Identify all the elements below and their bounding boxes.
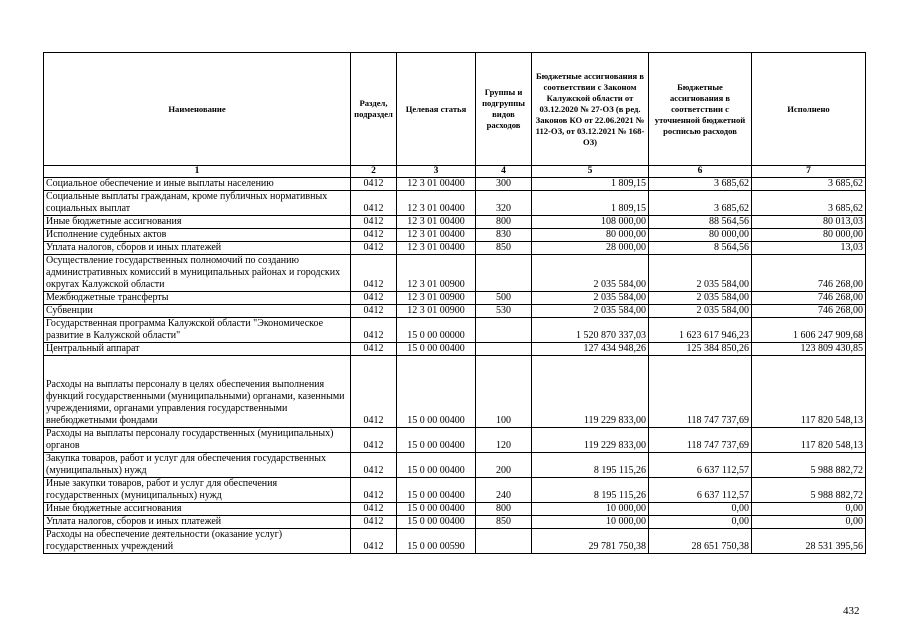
row-name: Иные бюджетные ассигнования: [44, 216, 351, 229]
row-law-amount: 119 229 833,00: [532, 428, 649, 453]
row-section: 0412: [351, 178, 397, 191]
row-name: Государственная программа Калужской области "Экономическое развитие в Калужской области": [44, 318, 351, 343]
row-law-amount: 8 195 115,26: [532, 453, 649, 478]
header-group: Группы и подгруппы видов расходов: [476, 53, 532, 166]
page-number: 432: [843, 605, 860, 617]
row-law-amount: 28 000,00: [532, 242, 649, 255]
row-section: 0412: [351, 216, 397, 229]
row-executed-amount: 117 820 548,13: [752, 428, 866, 453]
table-row: [44, 216, 866, 229]
row-article: 15 0 00 00400: [397, 453, 476, 478]
table-row: [44, 428, 866, 453]
row-law-amount: 10 000,00: [532, 516, 649, 529]
row-name: Уплата налогов, сборов и иных платежей: [44, 516, 351, 529]
table-header-row: [44, 53, 866, 166]
row-group: 530: [476, 305, 532, 318]
row-name: Субвенции: [44, 305, 351, 318]
row-article: 12 3 01 00400: [397, 229, 476, 242]
row-law-amount: 2 035 584,00: [532, 305, 649, 318]
column-number: 7: [752, 166, 866, 178]
row-executed-amount: 746 268,00: [752, 305, 866, 318]
table-row: [44, 516, 866, 529]
row-article: 12 3 01 00400: [397, 216, 476, 229]
row-group: 850: [476, 242, 532, 255]
budget-table-container: [43, 52, 865, 554]
row-executed-amount: 0,00: [752, 503, 866, 516]
row-group: 200: [476, 453, 532, 478]
row-section: 0412: [351, 529, 397, 554]
table-body: [44, 178, 866, 554]
row-group: [476, 343, 532, 356]
row-law-amount: 2 035 584,00: [532, 255, 649, 292]
row-executed-amount: 117 820 548,13: [752, 356, 866, 428]
table-row: [44, 242, 866, 255]
row-group: [476, 318, 532, 343]
row-plan-amount: 2 035 584,00: [649, 292, 752, 305]
row-article: 12 3 01 00900: [397, 255, 476, 292]
row-plan-amount: 3 685,62: [649, 178, 752, 191]
row-law-amount: 1 809,15: [532, 178, 649, 191]
row-group: 100: [476, 356, 532, 428]
row-law-amount: 10 000,00: [532, 503, 649, 516]
row-group: 800: [476, 216, 532, 229]
row-section: 0412: [351, 516, 397, 529]
row-group: [476, 255, 532, 292]
row-section: 0412: [351, 292, 397, 305]
row-executed-amount: 13,03: [752, 242, 866, 255]
row-name: Уплата налогов, сборов и иных платежей: [44, 242, 351, 255]
row-article: 12 3 01 00400: [397, 191, 476, 216]
column-number: 1: [44, 166, 351, 178]
row-plan-amount: 2 035 584,00: [649, 255, 752, 292]
row-section: 0412: [351, 343, 397, 356]
row-section: 0412: [351, 356, 397, 428]
row-name: Социальные выплаты гражданам, кроме публичных нормативных социальных выплат: [44, 191, 351, 216]
row-law-amount: 119 229 833,00: [532, 356, 649, 428]
row-plan-amount: 1 623 617 946,23: [649, 318, 752, 343]
column-number: 2: [351, 166, 397, 178]
row-section: 0412: [351, 191, 397, 216]
row-law-amount: 29 781 750,38: [532, 529, 649, 554]
row-article: 15 0 00 00400: [397, 516, 476, 529]
row-executed-amount: 80 013,03: [752, 216, 866, 229]
row-plan-amount: 3 685,62: [649, 191, 752, 216]
row-plan-amount: 0,00: [649, 516, 752, 529]
row-name: Межбюджетные трансферты: [44, 292, 351, 305]
row-plan-amount: 6 637 112,57: [649, 453, 752, 478]
column-number: 3: [397, 166, 476, 178]
table-row: [44, 478, 866, 503]
table-row: [44, 318, 866, 343]
row-plan-amount: 0,00: [649, 503, 752, 516]
row-plan-amount: 6 637 112,57: [649, 478, 752, 503]
row-article: 15 0 00 00590: [397, 529, 476, 554]
table-row: [44, 191, 866, 216]
row-plan-amount: 125 384 850,26: [649, 343, 752, 356]
row-name: Исполнение судебных актов: [44, 229, 351, 242]
row-article: 15 0 00 00400: [397, 503, 476, 516]
column-number: 5: [532, 166, 649, 178]
table-row: [44, 529, 866, 554]
table-row: [44, 178, 866, 191]
row-plan-amount: 118 747 737,69: [649, 356, 752, 428]
row-law-amount: 80 000,00: [532, 229, 649, 242]
row-group: [476, 529, 532, 554]
row-group: 800: [476, 503, 532, 516]
row-law-amount: 1 809,15: [532, 191, 649, 216]
budget-table: [43, 52, 866, 554]
row-section: 0412: [351, 305, 397, 318]
row-section: 0412: [351, 255, 397, 292]
row-name: Закупка товаров, работ и услуг для обеспечения государственных (муниципальных) нужд: [44, 453, 351, 478]
row-group: 300: [476, 178, 532, 191]
row-article: 12 3 01 00900: [397, 305, 476, 318]
table-row: [44, 356, 866, 428]
row-law-amount: 8 195 115,26: [532, 478, 649, 503]
header-section: Раздел, подраздел: [351, 53, 397, 166]
header-name: Наименование: [44, 53, 351, 166]
table-row: [44, 503, 866, 516]
row-law-amount: 2 035 584,00: [532, 292, 649, 305]
row-name: Осуществление государственных полномочий по созданию административных комиссий в муниципальных районах и городских округах Калужской области: [44, 255, 351, 292]
row-article: 12 3 01 00900: [397, 292, 476, 305]
row-law-amount: 127 434 948,26: [532, 343, 649, 356]
row-executed-amount: 5 988 882,72: [752, 478, 866, 503]
header-law-allocations: Бюджетные ассигнования в соответствии с Законом Калужской области от 03.12.2020 № 27-ОЗ (в ред. Законов КО от 22.06.2021 № 112-ОЗ, от 03.12.2021 № 168-ОЗ): [532, 53, 649, 166]
row-article: 12 3 01 00400: [397, 178, 476, 191]
row-executed-amount: 0,00: [752, 516, 866, 529]
header-plan-allocations: Бюджетные ассигнования в соответствии с уточненной бюджетной росписью расходов: [649, 53, 752, 166]
row-executed-amount: 746 268,00: [752, 255, 866, 292]
row-article: 15 0 00 00400: [397, 343, 476, 356]
row-executed-amount: 28 531 395,56: [752, 529, 866, 554]
row-section: 0412: [351, 229, 397, 242]
row-name: Иные бюджетные ассигнования: [44, 503, 351, 516]
row-name: Центральный аппарат: [44, 343, 351, 356]
row-executed-amount: 3 685,62: [752, 191, 866, 216]
row-article: 15 0 00 00400: [397, 356, 476, 428]
row-group: 850: [476, 516, 532, 529]
row-group: 240: [476, 478, 532, 503]
row-group: 320: [476, 191, 532, 216]
row-group: 830: [476, 229, 532, 242]
row-section: 0412: [351, 428, 397, 453]
table-row: [44, 343, 866, 356]
row-name: Иные закупки товаров, работ и услуг для обеспечения государственных (муниципальных) нужд: [44, 478, 351, 503]
column-number: 6: [649, 166, 752, 178]
row-article: 15 0 00 00400: [397, 428, 476, 453]
row-plan-amount: 88 564,56: [649, 216, 752, 229]
row-law-amount: 108 000,00: [532, 216, 649, 229]
row-executed-amount: 5 988 882,72: [752, 453, 866, 478]
row-name: Расходы на выплаты персоналу в целях обеспечения выполнения функций государственными (муниципальными) органами, казенными учреждениями, органами управления государственными внебюджетными фондами: [44, 356, 351, 428]
table-row: [44, 453, 866, 478]
row-section: 0412: [351, 478, 397, 503]
row-executed-amount: 80 000,00: [752, 229, 866, 242]
row-plan-amount: 2 035 584,00: [649, 305, 752, 318]
row-article: 12 3 01 00400: [397, 242, 476, 255]
row-group: 500: [476, 292, 532, 305]
table-row: [44, 305, 866, 318]
row-executed-amount: 1 606 247 909,68: [752, 318, 866, 343]
row-name: Социальное обеспечение и иные выплаты населению: [44, 178, 351, 191]
row-article: 15 0 00 00400: [397, 478, 476, 503]
column-number-row: [44, 166, 866, 178]
row-group: 120: [476, 428, 532, 453]
row-executed-amount: 3 685,62: [752, 178, 866, 191]
row-section: 0412: [351, 503, 397, 516]
row-plan-amount: 28 651 750,38: [649, 529, 752, 554]
row-name: Расходы на выплаты персоналу государственных (муниципальных) органов: [44, 428, 351, 453]
header-article: Целевая статья: [397, 53, 476, 166]
table-row: [44, 229, 866, 242]
row-section: 0412: [351, 318, 397, 343]
row-plan-amount: 8 564,56: [649, 242, 752, 255]
header-executed: Исполнено: [752, 53, 866, 166]
table-row: [44, 255, 866, 292]
row-plan-amount: 80 000,00: [649, 229, 752, 242]
row-article: 15 0 00 00000: [397, 318, 476, 343]
row-name: Расходы на обеспечение деятельности (оказание услуг) государственных учреждений: [44, 529, 351, 554]
row-law-amount: 1 520 870 337,03: [532, 318, 649, 343]
row-section: 0412: [351, 242, 397, 255]
row-executed-amount: 123 809 430,85: [752, 343, 866, 356]
row-plan-amount: 118 747 737,69: [649, 428, 752, 453]
row-executed-amount: 746 268,00: [752, 292, 866, 305]
column-number: 4: [476, 166, 532, 178]
row-section: 0412: [351, 453, 397, 478]
table-row: [44, 292, 866, 305]
